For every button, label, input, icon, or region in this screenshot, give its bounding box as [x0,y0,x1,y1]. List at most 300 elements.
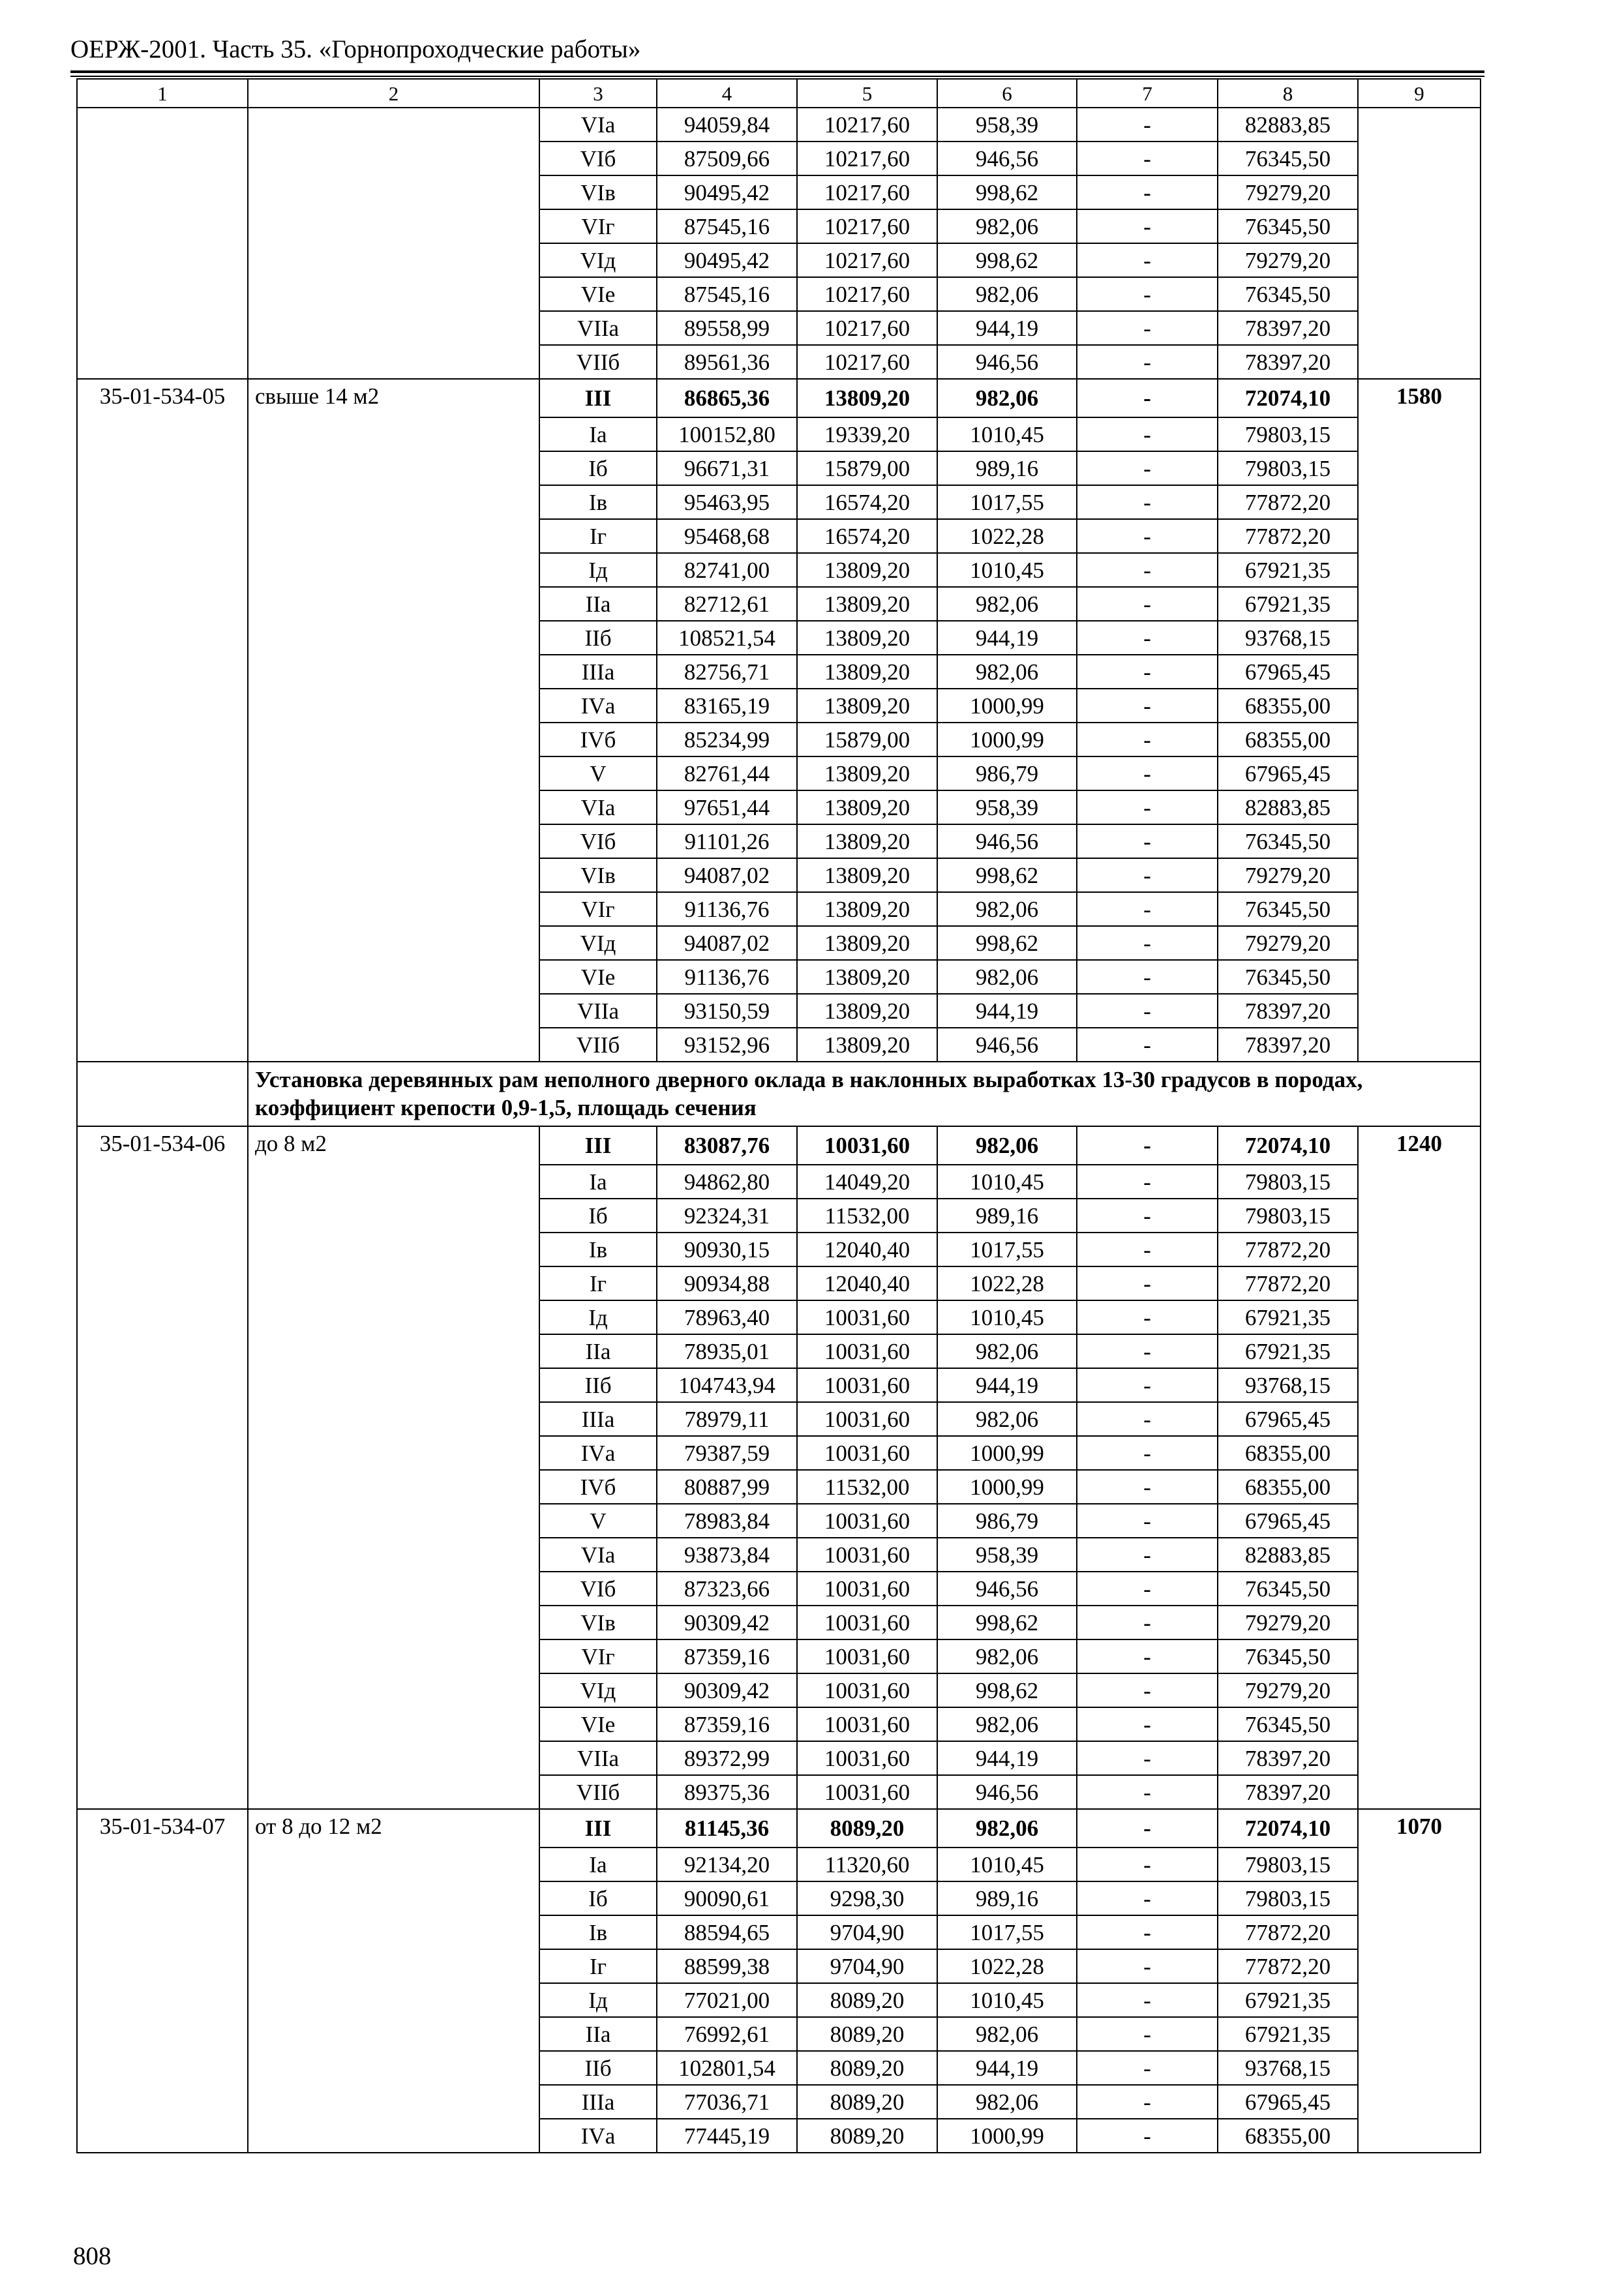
total-cost-cell: 77445,19 [657,2119,797,2153]
norm-description-empty [248,1915,539,1949]
driver-wage-cell: - [1077,1983,1218,2017]
driver-wage-cell: - [1077,243,1218,277]
wage-cell: 10217,60 [797,345,937,379]
labor-rate-empty [1358,311,1481,345]
norm-code-empty [77,417,248,451]
machine-cost-cell: 1010,45 [937,1300,1077,1334]
norm-description-empty [248,1707,539,1741]
zone-cell: Iв [539,485,657,519]
materials-cost-cell: 78397,20 [1218,994,1358,1028]
machine-cost-cell: 982,06 [937,379,1077,417]
norm-code-empty [77,1848,248,1881]
zone-cell: VIIб [539,1775,657,1809]
zone-cell: III [539,1809,657,1848]
total-cost-cell: 82756,71 [657,655,797,689]
table-row [77,1775,1481,1809]
total-cost-cell: 82761,44 [657,756,797,790]
zone-cell: VIа [539,1538,657,1572]
rates-table [76,78,1481,2153]
driver-wage-cell: - [1077,1949,1218,1983]
labor-rate-empty [1358,621,1481,655]
labor-rate-empty [1358,1741,1481,1775]
wage-cell: 12040,40 [797,1266,937,1300]
zone-cell: IIа [539,1334,657,1368]
wage-cell: 13809,20 [797,858,937,892]
zone-cell: Iд [539,1983,657,2017]
machine-cost-cell: 982,06 [937,1809,1077,1848]
total-cost-cell: 97651,44 [657,790,797,824]
materials-cost-cell: 67965,45 [1218,655,1358,689]
driver-wage-cell: - [1077,519,1218,553]
labor-rate-empty [1358,1881,1481,1915]
total-cost-cell: 92324,31 [657,1199,797,1233]
driver-wage-cell: - [1077,2051,1218,2085]
labor-rate-empty [1358,1028,1481,1062]
total-cost-cell: 93873,84 [657,1538,797,1572]
norm-description: до 8 м2 [248,1126,539,1165]
wage-cell: 8089,20 [797,2051,937,2085]
labor-rate-empty [1358,1436,1481,1470]
driver-wage-cell: - [1077,960,1218,994]
total-cost-cell: 89561,36 [657,345,797,379]
wage-cell: 10217,60 [797,209,937,243]
norm-description-empty [248,2085,539,2119]
norm-code-empty [77,345,248,379]
materials-cost-cell: 77872,20 [1218,519,1358,553]
norm-description-empty [248,1639,539,1673]
zone-cell: III [539,379,657,417]
driver-wage-cell: - [1077,1775,1218,1809]
materials-cost-cell: 77872,20 [1218,1949,1358,1983]
norm-description-empty [248,587,539,621]
norm-code-empty [77,1334,248,1368]
table-row [77,451,1481,485]
norm-code-empty [77,824,248,858]
table-row [77,1673,1481,1707]
wage-cell: 13809,20 [797,824,937,858]
total-cost-cell: 91101,26 [657,824,797,858]
table-row [77,790,1481,824]
labor-rate-empty [1358,1639,1481,1673]
table-row [77,1848,1481,1881]
driver-wage-cell: - [1077,994,1218,1028]
norm-description-empty [248,1233,539,1266]
zone-cell: IIIа [539,2085,657,2119]
machine-cost-cell: 1000,99 [937,1436,1077,1470]
wage-cell: 13809,20 [797,655,937,689]
materials-cost-cell: 67921,35 [1218,2017,1358,2051]
wage-cell: 11532,00 [797,1470,937,1504]
table-row [77,417,1481,451]
wage-cell: 8089,20 [797,1983,937,2017]
machine-cost-cell: 982,06 [937,1707,1077,1741]
labor-rate-empty [1358,209,1481,243]
wage-cell: 13809,20 [797,960,937,994]
labor-rate-empty [1358,2017,1481,2051]
total-cost-cell: 81145,36 [657,1809,797,1848]
wage-cell: 11532,00 [797,1199,937,1233]
total-cost-cell: 82712,61 [657,587,797,621]
materials-cost-cell: 72074,10 [1218,1126,1358,1165]
norm-description-empty [248,277,539,311]
driver-wage-cell: - [1077,1470,1218,1504]
machine-cost-cell: 982,06 [937,2085,1077,2119]
driver-wage-cell: - [1077,1915,1218,1949]
norm-code-empty [77,2119,248,2153]
machine-cost-cell: 982,06 [937,1402,1077,1436]
norm-code-empty [77,994,248,1028]
materials-cost-cell: 79279,20 [1218,1673,1358,1707]
driver-wage-cell: - [1077,1436,1218,1470]
wage-cell: 10031,60 [797,1436,937,1470]
norm-description-empty [248,1300,539,1334]
labor-rate-empty [1358,824,1481,858]
norm-code-empty [77,2017,248,2051]
machine-cost-cell: 982,06 [937,1334,1077,1368]
labor-rate-empty [1358,1673,1481,1707]
machine-cost-cell: 1017,55 [937,1915,1077,1949]
labor-rate-empty [1358,1915,1481,1949]
column-number-6: 6 [937,79,1077,108]
norm-code-empty [77,621,248,655]
wage-cell: 10031,60 [797,1775,937,1809]
table-row [77,960,1481,994]
wage-cell: 10031,60 [797,1368,937,1402]
norm-code-empty [77,175,248,209]
wage-cell: 10217,60 [797,243,937,277]
total-cost-cell: 82741,00 [657,553,797,587]
zone-cell: Iа [539,417,657,451]
materials-cost-cell: 79803,15 [1218,451,1358,485]
norm-description-empty [248,2119,539,2153]
wage-cell: 10031,60 [797,1572,937,1606]
driver-wage-cell: - [1077,926,1218,960]
materials-cost-cell: 79279,20 [1218,858,1358,892]
labor-rate-empty [1358,960,1481,994]
machine-cost-cell: 982,06 [937,1639,1077,1673]
machine-cost-cell: 944,19 [937,1368,1077,1402]
table-row [77,1983,1481,2017]
materials-cost-cell: 77872,20 [1218,1233,1358,1266]
table-row [77,1606,1481,1639]
wage-cell: 10031,60 [797,1707,937,1741]
machine-cost-cell: 998,62 [937,926,1077,960]
table-row [77,824,1481,858]
driver-wage-cell: - [1077,2017,1218,2051]
driver-wage-cell: - [1077,790,1218,824]
machine-cost-cell: 944,19 [937,311,1077,345]
norm-code-empty [77,1606,248,1639]
norm-code-empty [77,1470,248,1504]
norm-code: 35-01-534-05 [77,379,248,417]
wage-cell: 16574,20 [797,485,937,519]
driver-wage-cell: - [1077,587,1218,621]
section-code-cell [77,1062,248,1126]
materials-cost-cell: 79279,20 [1218,175,1358,209]
total-cost-cell: 92134,20 [657,1848,797,1881]
zone-cell: VIв [539,175,657,209]
labor-rate-empty [1358,277,1481,311]
total-cost-cell: 94087,02 [657,926,797,960]
labor-rate-empty [1358,175,1481,209]
norm-description-empty [248,655,539,689]
wage-cell: 10031,60 [797,1606,937,1639]
norm-description-empty [248,994,539,1028]
machine-cost-cell: 1010,45 [937,1983,1077,2017]
machine-cost-cell: 1017,55 [937,1233,1077,1266]
norm-description-empty [248,519,539,553]
wage-cell: 9704,90 [797,1915,937,1949]
norm-code-empty [77,311,248,345]
machine-cost-cell: 944,19 [937,1741,1077,1775]
norm-description-empty [248,1165,539,1199]
column-number-row [77,79,1481,108]
norm-code-empty [77,1983,248,2017]
wage-cell: 13809,20 [797,621,937,655]
norm-code-empty [77,2085,248,2119]
norm-code-empty [77,1707,248,1741]
page-number: 808 [73,2242,112,2270]
table-row [77,723,1481,756]
zone-cell: Iа [539,1848,657,1881]
norm-description-empty [248,142,539,175]
wage-cell: 16574,20 [797,519,937,553]
zone-cell: Iб [539,451,657,485]
materials-cost-cell: 79803,15 [1218,1881,1358,1915]
total-cost-cell: 108521,54 [657,621,797,655]
driver-wage-cell: - [1077,108,1218,142]
zone-cell: IIб [539,1368,657,1402]
norm-code-empty [77,277,248,311]
norm-description-empty [248,790,539,824]
zone-cell: V [539,1504,657,1538]
wage-cell: 10031,60 [797,1673,937,1707]
driver-wage-cell: - [1077,858,1218,892]
labor-rate-empty [1358,1165,1481,1199]
table-body [77,79,1481,2153]
machine-cost-cell: 982,06 [937,2017,1077,2051]
zone-cell: VIе [539,1707,657,1741]
labor-rate-empty [1358,926,1481,960]
driver-wage-cell: - [1077,2119,1218,2153]
table-row [77,2119,1481,2153]
table-row [77,587,1481,621]
norm-description-empty [248,1881,539,1915]
total-cost-cell: 87359,16 [657,1707,797,1741]
driver-wage-cell: - [1077,311,1218,345]
total-cost-cell: 94862,80 [657,1165,797,1199]
machine-cost-cell: 986,79 [937,1504,1077,1538]
wage-cell: 13809,20 [797,1028,937,1062]
labor-rate-empty [1358,485,1481,519]
machine-cost-cell: 989,16 [937,1199,1077,1233]
norm-description-empty [248,209,539,243]
driver-wage-cell: - [1077,1266,1218,1300]
materials-cost-cell: 76345,50 [1218,1639,1358,1673]
labor-rate-empty [1358,1233,1481,1266]
norm-code-empty [77,1741,248,1775]
total-cost-cell: 88599,38 [657,1949,797,1983]
section-heading-row [77,1062,1481,1126]
labor-rate-empty [1358,417,1481,451]
driver-wage-cell: - [1077,379,1218,417]
total-cost-cell: 90309,42 [657,1606,797,1639]
total-cost-cell: 86865,36 [657,379,797,417]
labor-rate-empty [1358,1983,1481,2017]
zone-cell: VIб [539,142,657,175]
table-row [77,1809,1481,1848]
norm-description-empty [248,1028,539,1062]
norm-description-empty [248,1572,539,1606]
zone-cell: III [539,1126,657,1165]
norm-description-empty [248,1741,539,1775]
norm-code-empty [77,892,248,926]
materials-cost-cell: 76345,50 [1218,824,1358,858]
materials-cost-cell: 68355,00 [1218,1470,1358,1504]
machine-cost-cell: 1000,99 [937,2119,1077,2153]
wage-cell: 9704,90 [797,1949,937,1983]
labor-rate-empty [1358,1300,1481,1334]
total-cost-cell: 85234,99 [657,723,797,756]
zone-cell: Iг [539,1266,657,1300]
norm-code-empty [77,926,248,960]
zone-cell: VIа [539,108,657,142]
labor-rate-empty [1358,1402,1481,1436]
norm-description-empty [248,960,539,994]
materials-cost-cell: 79803,15 [1218,1165,1358,1199]
total-cost-cell: 78983,84 [657,1504,797,1538]
labor-rate-empty [1358,1949,1481,1983]
driver-wage-cell: - [1077,553,1218,587]
machine-cost-cell: 989,16 [937,451,1077,485]
machine-cost-cell: 1000,99 [937,1470,1077,1504]
materials-cost-cell: 68355,00 [1218,2119,1358,2153]
zone-cell: VIе [539,277,657,311]
total-cost-cell: 89558,99 [657,311,797,345]
table-row [77,209,1481,243]
labor-rate-empty [1358,2085,1481,2119]
table-row [77,1881,1481,1915]
norm-description-empty [248,2017,539,2051]
norm-code-empty [77,858,248,892]
driver-wage-cell: - [1077,892,1218,926]
total-cost-cell: 91136,76 [657,960,797,994]
zone-cell: Iб [539,1881,657,1915]
zone-cell: VIг [539,892,657,926]
total-cost-cell: 83165,19 [657,689,797,723]
zone-cell: Iв [539,1915,657,1949]
norm-code-empty [77,142,248,175]
labor-rate-empty [1358,655,1481,689]
materials-cost-cell: 67965,45 [1218,2085,1358,2119]
labor-rate-empty [1358,892,1481,926]
zone-cell: VIIа [539,994,657,1028]
norm-description-empty [248,311,539,345]
norm-code-empty [77,1572,248,1606]
materials-cost-cell: 77872,20 [1218,485,1358,519]
total-cost-cell: 87509,66 [657,142,797,175]
labor-rate-empty [1358,1504,1481,1538]
column-number-7: 7 [1077,79,1218,108]
norm-code-empty [77,1402,248,1436]
norm-code-empty [77,1266,248,1300]
column-number-4: 4 [657,79,797,108]
total-cost-cell: 93150,59 [657,994,797,1028]
zone-cell: Iд [539,553,657,587]
zone-cell: IIа [539,587,657,621]
wage-cell: 13809,20 [797,379,937,417]
driver-wage-cell: - [1077,1707,1218,1741]
norm-description-empty [248,1334,539,1368]
zone-cell: Iд [539,1300,657,1334]
driver-wage-cell: - [1077,417,1218,451]
driver-wage-cell: - [1077,1606,1218,1639]
norm-description-empty [248,1983,539,2017]
zone-cell: VIIб [539,1028,657,1062]
materials-cost-cell: 93768,15 [1218,1368,1358,1402]
table-row [77,2085,1481,2119]
norm-description-empty [248,1606,539,1639]
section-title: Установка деревянных рам неполного дверного оклада в наклонных выработках 13-30 градусов в породах, коэффициент крепости 0,9-1,5, площадь сечения [248,1062,1481,1126]
materials-cost-cell: 93768,15 [1218,2051,1358,2085]
total-cost-cell: 87323,66 [657,1572,797,1606]
table-row [77,379,1481,417]
norm-description-empty [248,1775,539,1809]
total-cost-cell: 76992,61 [657,2017,797,2051]
driver-wage-cell: - [1077,756,1218,790]
machine-cost-cell: 982,06 [937,892,1077,926]
norm-description-empty [248,1368,539,1402]
table-row [77,621,1481,655]
total-cost-cell: 94087,02 [657,858,797,892]
driver-wage-cell: - [1077,1402,1218,1436]
total-cost-cell: 94059,84 [657,108,797,142]
machine-cost-cell: 982,06 [937,209,1077,243]
labor-rate-empty [1358,1848,1481,1881]
zone-cell: IVа [539,2119,657,2153]
norm-description-empty [248,892,539,926]
driver-wage-cell: - [1077,1741,1218,1775]
norm-description-empty [248,108,539,142]
total-cost-cell: 88594,65 [657,1915,797,1949]
column-number-3: 3 [539,79,657,108]
driver-wage-cell: - [1077,655,1218,689]
norm-code-empty [77,1028,248,1062]
materials-cost-cell: 76345,50 [1218,1572,1358,1606]
zone-cell: Iг [539,1949,657,1983]
norm-description-empty [248,1470,539,1504]
norm-code-empty [77,723,248,756]
driver-wage-cell: - [1077,1334,1218,1368]
total-cost-cell: 77021,00 [657,1983,797,2017]
machine-cost-cell: 998,62 [937,1673,1077,1707]
wage-cell: 13809,20 [797,790,937,824]
materials-cost-cell: 79803,15 [1218,1199,1358,1233]
labor-rate-empty [1358,1606,1481,1639]
machine-cost-cell: 944,19 [937,2051,1077,2085]
wage-cell: 10031,60 [797,1402,937,1436]
norm-description-empty [248,824,539,858]
machine-cost-cell: 1022,28 [937,1949,1077,1983]
zone-cell: IIб [539,621,657,655]
wage-cell: 13809,20 [797,587,937,621]
machine-cost-cell: 946,56 [937,1775,1077,1809]
column-number-2: 2 [248,79,539,108]
wage-cell: 8089,20 [797,2017,937,2051]
materials-cost-cell: 77872,20 [1218,1266,1358,1300]
materials-cost-cell: 79279,20 [1218,243,1358,277]
labor-rate-empty [1358,723,1481,756]
